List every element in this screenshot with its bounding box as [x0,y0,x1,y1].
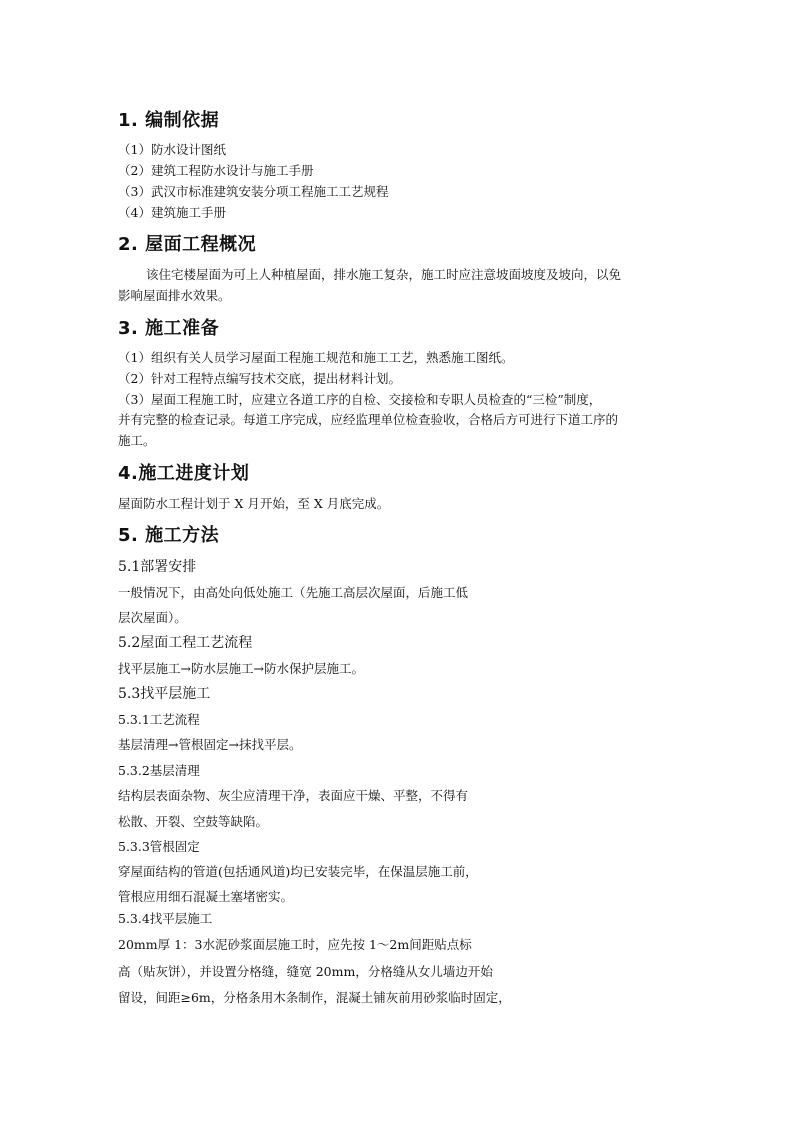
method-line: 管根应用细石混凝土塞堵密实。 [118,889,294,904]
heading-compilation-basis: 1. 编制依据 [118,110,220,131]
heading-preparation: 3. 施工准备 [118,318,220,339]
method-line: 留设，间距≥6m，分格条用木条制作，混凝土铺灰前用砂浆临时固定， [118,990,511,1005]
subheading: 5.3找平层施工 [118,686,211,702]
basis-item: （2）建筑工程防水设计与施工手册 [118,163,314,178]
preparation-line: （2）针对工程特点编写技术交底，提出材料计划。 [118,371,401,386]
method-line: 一般情况下，由高处向低处施工（先施工高层次屋面，后施工低 [118,585,469,600]
method-line: 层次屋面）。 [118,610,187,625]
method-line: 松散、开裂、空鼓等缺陷。 [118,814,269,829]
overview-line: 该住宅楼屋面为可上人种植屋面，排水施工复杂，施工时应注意坡面坡度及坡向，以免 [146,267,622,282]
heading-method: 5. 施工方法 [118,525,220,546]
preparation-line: （3）屋面工程施工时，应建立各道工序的自检、交接检和专职人员检查的“三检”制度， [118,392,602,407]
overview-line: 影响屋面排水效果。 [118,288,231,303]
heading-schedule: 4.施工进度计划 [118,463,250,484]
preparation-line: 并有完整的检查记录。每道工序完成，应经监理单位检查验收，合格后方可进行下道工序的 [118,412,619,427]
subheading: 5.3.1工艺流程 [118,712,200,727]
method-line: 20mm厚 1：3水泥砂浆面层施工时，应先按 1～2m间距贴点标 [118,937,472,952]
method-line: 高（贴灰饼），并设置分格缝，缝宽 20mm，分格缝从女儿墙边开始 [118,964,493,979]
schedule-line: 屋面防水工程计划于 X 月开始，至 X 月底完成。 [118,496,390,511]
method-line: 穿屋面结构的管道(包括通风道)均已安装完毕，在保温层施工前， [118,864,478,879]
preparation-line: 施工。 [118,433,156,448]
subheading: 5.1部署安排 [118,559,197,575]
basis-item: （3）武汉市标准建筑安装分项工程施工工艺规程 [118,184,389,199]
heading-roof-overview: 2. 屋面工程概况 [118,234,257,255]
method-line: 结构层表面杂物、灰尘应清理干净，表面应干燥、平整，不得有 [118,788,469,803]
method-line: 找平层施工→防水层施工→防水保护层施工。 [118,661,364,676]
subheading: 5.3.4找平层施工 [118,911,213,926]
preparation-line: （1）组织有关人员学习屋面工程施工规范和施工工艺，熟悉施工图纸。 [118,350,514,365]
basis-item: （1）防水设计图纸 [118,142,226,157]
subheading: 5.3.2基层清理 [118,763,200,778]
subheading: 5.3.3管根固定 [118,839,200,854]
subheading: 5.2屋面工程工艺流程 [118,635,253,651]
basis-item: （4）建筑施工手册 [118,205,226,220]
method-line: 基层清理→管根固定→抹找平层。 [118,737,302,752]
